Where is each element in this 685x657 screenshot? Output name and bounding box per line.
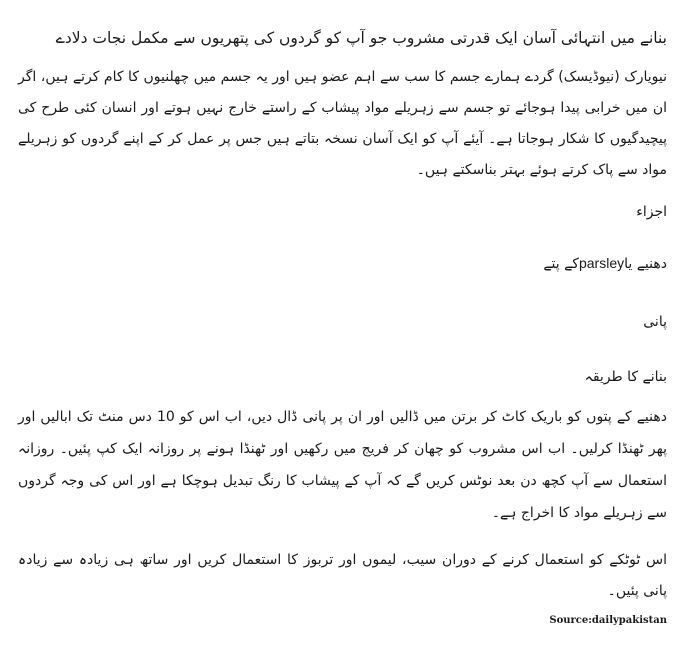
ingredient-item: پانی [643,314,667,330]
ingredient-latin-word: parsley [578,255,625,271]
tip-paragraph: اس ٹوٹکے کو استعمال کرنے کے دوران سیب، لیموں اور تربوز کا استعمال کریں اور ساتھ ہی زیادہ سے زیادہ پانی پئیں۔ [18,552,667,599]
ingredient-item [18,251,667,276]
intro-paragraph: نیویارک (نیوڈیسک) گردے ہمارے جسم کا سب سے اہم عضو ہیں اور یہ جسم میں چھلنیوں کا کام کرتے ہیں، اگر ان میں خرابی پیدا ہوجائے تو جسم سے زہریلے مواد پیشاب کے راستے خارج نہیں ہوتے اور انسان کئی طرح کی پیچیدگیوں کا شکار ہوجاتا ہے۔ آیئے آپ کو ایک آسان نسخہ بتاتے ہیں جس پر عمل کر کے اپنے گردوں کو زہریلے مواد سے پاک کرتے ہوئے بہتر بناسکتے ہیں۔ [18,69,667,178]
source-credit: Source:dailypakistan [549,615,667,626]
method-heading: بنانے کا طریقہ [584,369,667,385]
ingredient-text: دھنیے یا [624,256,667,272]
article-title: بنانے میں انتہائی آسان ایک قدرتی مشروب جو آپ کو گردوں کی پتھریوں سے مکمل نجات دلادے [55,29,667,47]
ingredient-text: کے پتے [543,256,579,272]
ingredients-heading: اجزاء [636,204,667,220]
article [18,26,667,626]
method-paragraph: دھنیے کے پتوں کو باریک کاٹ کر برتن میں ڈالیں اور ان پر پانی ڈال دیں، اب اس کو 10 دس منٹ تک ابالیں اور پھر ٹھنڈا کرلیں۔ اب اس مشروب کو چھان کر فریج میں رکھیں اور ٹھنڈا ہونے پر روزانہ ایک کپ پئیں۔ روزانہ استعمال سے آپ کچھ دن بعد نوٹس کریں گے کہ آپ کے پیشاب کا رنگ تبدیل ہوچکا ہے اور اس کی وجہ گردوں سے زہریلے مواد کا اخراج ہے۔ [18,409,667,521]
